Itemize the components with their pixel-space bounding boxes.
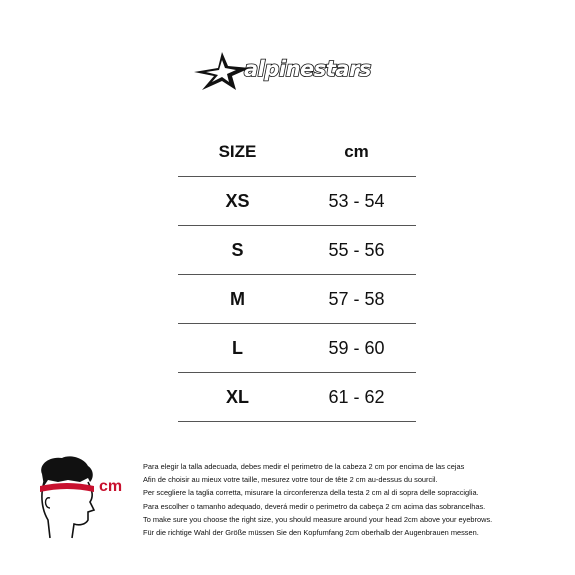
table-row: [178, 373, 416, 422]
alpinestars-logo: [192, 50, 382, 92]
instruction-line-de: Für die richtige Wahl der Größe müssen Sie den Kopfumfang 2cm oberhalb der Augenbrauen messen.: [143, 527, 479, 537]
star-icon: [192, 50, 252, 92]
table-row: [178, 275, 416, 324]
cm-column-header: cm: [297, 128, 416, 177]
instruction-line-pt: Para escolher o tamanho adequado, deverá medir o perimetro da cabeça 2 cm acima das sobrancelhas.: [143, 501, 486, 511]
size-cell: M: [178, 275, 297, 324]
table-header-row: [178, 128, 416, 177]
instruction-line-en: To make sure you choose the right size, you should measure around your head 2cm above your eyebrows.: [143, 514, 493, 524]
size-cell: S: [178, 226, 297, 275]
table-row: [178, 226, 416, 275]
size-cell: XL: [178, 373, 297, 422]
logo-wordmark: alpinestars: [244, 57, 371, 81]
size-chart-table: [178, 128, 416, 422]
size-column-header: SIZE: [178, 128, 297, 177]
range-cell: 57 - 58: [297, 275, 416, 324]
range-cell: 53 - 54: [297, 177, 416, 226]
size-cell: L: [178, 324, 297, 373]
head-measurement-illustration: [28, 452, 102, 548]
measurement-unit-label: cm: [99, 478, 123, 495]
instruction-line-it: Per scegliere la taglia corretta, misurare la circonferenza della testa 2 cm al di sopra delle sopracciglia.: [143, 488, 479, 498]
head-profile-icon: [28, 452, 102, 548]
table-row: [178, 324, 416, 373]
instruction-line-es: Para elegir la talla adecuada, debes medir el perimetro de la cabeza 2 cm por encima de las cejas: [143, 462, 465, 471]
range-cell: 59 - 60: [297, 324, 416, 373]
range-cell: 61 - 62: [297, 373, 416, 422]
range-cell: 55 - 56: [297, 226, 416, 275]
instruction-line-fr: Afin de choisir au mieux votre taille, mesurez votre tour de tête 2 cm au-dessus du sourcil.: [143, 475, 438, 485]
table-row: [178, 177, 416, 226]
sizing-instructions: [143, 460, 563, 539]
size-cell: XS: [178, 177, 297, 226]
